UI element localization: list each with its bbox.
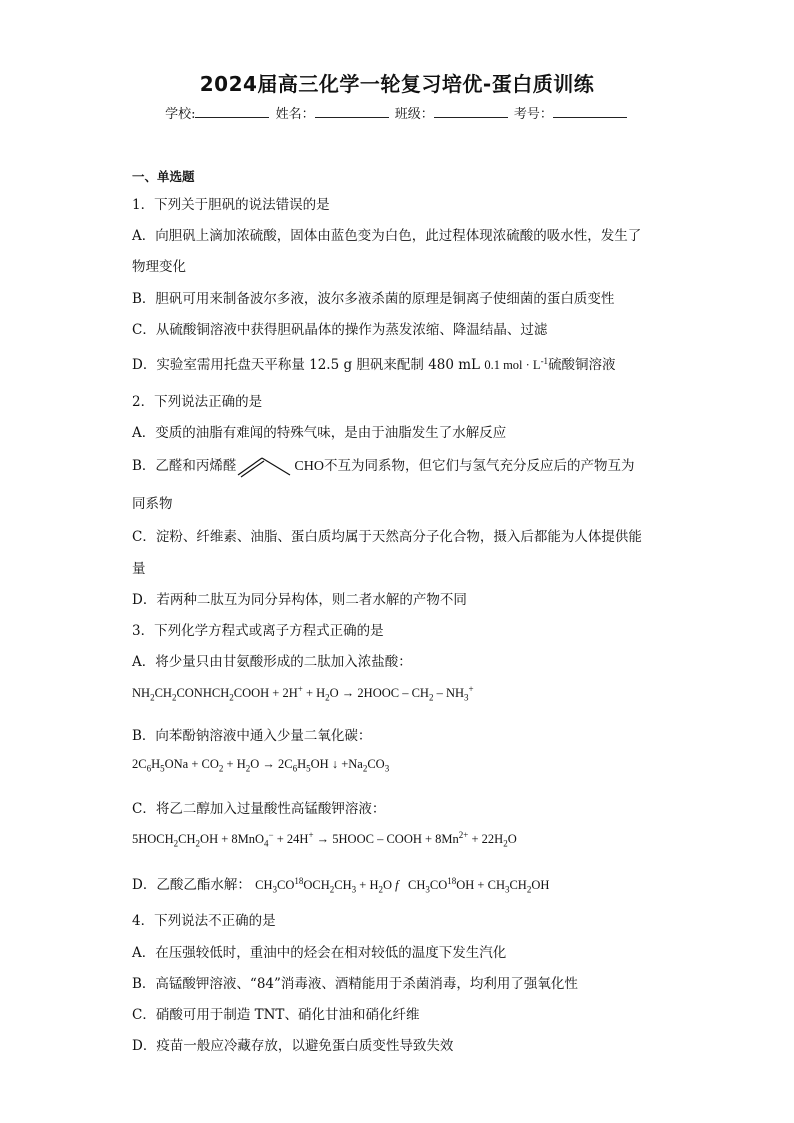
q1-option-d-tail: 硫酸铜溶液 (548, 357, 616, 373)
q1-option-c: C．从硫酸铜溶液中获得胆矾晶体的操作为蒸发浓缩、降温结晶、过滤 (132, 322, 548, 338)
q4-option-b: B．高锰酸钾溶液、“84”消毒液、酒精能用于杀菌消毒，均利用了强氧化性 (132, 976, 578, 992)
q3-option-c: C．将乙二醇加入过量酸性高锰酸钾溶液： (132, 801, 386, 817)
q2-option-c-line1: C．淀粉、纤维素、油脂、蛋白质均属于天然高分子化合物，摄入后都能为人体提供能 (132, 529, 642, 545)
q3-option-a: A．将少量只由甘氨酸形成的二肽加入浓盐酸： (132, 654, 412, 670)
q4-option-a: A．在压强较低时，重油中的烃会在相对较低的温度下发生汽化 (132, 945, 507, 961)
q1-option-d (132, 353, 616, 373)
q2-option-b-tail: 不互为同系物，但它们与氢气充分反应后的产物互为 (323, 458, 635, 474)
number-blank[interactable] (553, 105, 627, 118)
q4-option-d: D．疫苗一般应冷藏存放，以避免蛋白质变性导致失效 (132, 1038, 454, 1054)
school-blank[interactable] (195, 105, 269, 118)
q2-option-c-line2: 量 (132, 561, 146, 577)
q1-option-d-text: D．实验室需用托盘天平称量 12.5 g 胆矾来配制 480 mL (132, 357, 481, 373)
name-label: 姓名： (275, 107, 315, 122)
q3-equation-d: $CH_3CO^{18}OCH_2CH_3 + H_2O$ f $CH_3CO^{18}OH + CH_3CH_2OH$ (255, 875, 550, 895)
page-title: 2024届高三化学一轮复习培优-蛋白质训练 (199, 72, 595, 96)
class-blank[interactable] (434, 105, 508, 118)
q2-option-b-text: B．乙醛和丙烯醛 (132, 458, 237, 474)
q3-equation-c: $5HOCH_2CH_2OH + 8MnO_4^- + 24H^+$ → 5HOOC – COOH + $8Mn^{2+} + 22H_2O$ (132, 830, 517, 849)
q4-option-c: C．硝酸可用于制造 TNT、硝化甘油和硝化纤维 (132, 1007, 420, 1023)
section-title: 一、单选题 (132, 169, 195, 184)
q3-equation-a: $NH_2CH_2CONHCH_2COOH + 2H^+ + H_2O$ → 2HOOC – $CH_2 - NH_3^+$ (132, 684, 474, 703)
q2-stem: 2．下列说法正确的是 (132, 394, 263, 410)
q2-option-a: A．变质的油脂有难闻的特殊气味，是由于油脂发生了水解反应 (132, 425, 507, 441)
q2-option-d: D．若两种二肽互为同分异构体，则二者水解的产物不同 (132, 592, 467, 608)
number-label: 考号： (513, 107, 553, 122)
q3-option-b: B．向苯酚钠溶液中通入少量二氧化碳： (132, 728, 372, 744)
acrolein-structure (236, 455, 294, 479)
aldehyde-group-label: CHO (294, 459, 324, 474)
q3-equation-b: $2C_6H_5ONa + CO_2 + H_2O \to 2C_6H_5OH$ ↓ $+Na_2CO_3$ (132, 757, 390, 774)
name-blank[interactable] (315, 105, 389, 118)
q2-option-b-line2: 同系物 (132, 496, 173, 512)
q1-option-a-line1: A．向胆矾上滴加浓硫酸，固体由蓝色变为白色，此过程体现浓硫酸的吸水性，发生了 (132, 228, 642, 244)
q1-stem: 1．下列关于胆矾的说法错误的是 (132, 197, 330, 213)
q1-option-b: B．胆矾可用来制备波尔多液，波尔多液杀菌的原理是铜离子使细菌的蛋白质变性 (132, 291, 615, 307)
q2-option-b (132, 454, 634, 479)
q3-stem: 3．下列化学方程式或离子方程式正确的是 (132, 623, 384, 639)
q3-option-d (132, 873, 549, 895)
school-label: 学校: (165, 107, 196, 122)
class-label: 班级： (394, 107, 434, 122)
q4-stem: 4．下列说法不正确的是 (132, 913, 276, 929)
q1-option-d-concentration: 0.1 mol · $L^{-1}$ (484, 355, 549, 372)
q3-option-d-text: D．乙酸乙酯水解： (132, 877, 251, 893)
student-info-row (0, 103, 794, 122)
q1-option-a-line2: 物理变化 (132, 259, 186, 275)
